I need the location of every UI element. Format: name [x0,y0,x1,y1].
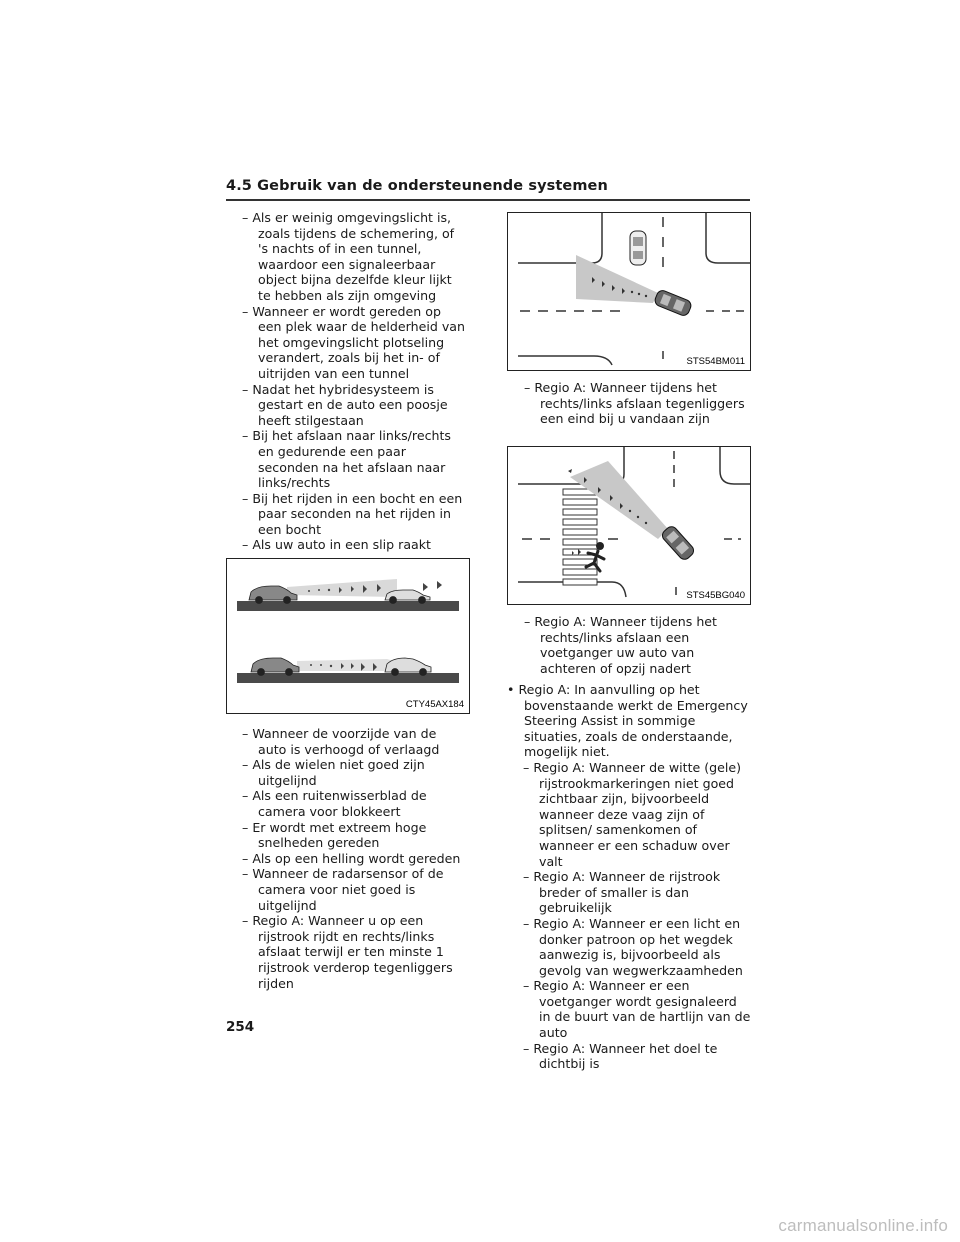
list-item: – Als een ruitenwisserblad de camera voor blokkeert [242,788,468,819]
lane-markings [522,451,741,595]
caption-fig2-block [524,380,750,427]
left-list-top [242,210,468,553]
bullet-item: • Regio A: In aanvulling op het bovenstaande werkt de Emergency Steering Assist in sommige situaties, zoals de onderstaande, mogelijk niet. [507,682,751,760]
figure-intersection-oncoming [507,212,751,371]
figure-intersection-pedestrian [507,446,751,605]
list-item: – Regio A: Wanneer de witte (gele) rijstrookmarkeringen niet goed zichtbaar zijn, bijvoorbeeld wanneer deze vaag zijn of splitsen/ samenkomen of wanneer er een schaduw over valt [523,760,751,869]
list-item: – Nadat het hybridesysteem is gestart en de auto een poosje heeft stilgestaan [242,382,468,429]
crosswalk [563,489,597,585]
pedestrian-icon [572,542,604,571]
list-item: – Regio A: Wanneer tijdens het rechts/links afslaan tegenliggers een eind bij u vandaan zijn [524,380,750,427]
intersection-pedestrian-illustration [508,447,750,604]
list-item: – Regio A: Wanneer er een voetganger wordt gesignaleerd in de buurt van de hartlijn van de auto [523,978,751,1040]
road-surface [237,601,459,611]
sub-list [507,760,751,1072]
right-list [507,682,751,1072]
radar-side-view-illustration [227,559,469,713]
car-icon [251,658,299,676]
page-number: 254 [226,1019,255,1035]
list-item: – Als de wielen niet goed zijn uitgelijnd [242,757,468,788]
list-item: – Regio A: Wanneer u op een rijstrook rijdt en rechts/links afslaat terwijl er ten minste 1 rijstrook verderop tegenliggers rijden [242,913,468,991]
watermark[interactable]: carmanualsonline.info [778,1216,948,1235]
list-item: – Er wordt met extreem hoge snelheden gereden [242,820,468,851]
car-icon [653,289,692,317]
list-item: – Regio A: Wanneer er een licht en donker patroon op het wegdek aanwezig is, bijvoorbeeld als gevolg van wegwerkzaamheden [523,916,751,978]
figure-code: STS45BG040 [686,590,745,601]
figure-code: STS54BM011 [686,356,745,367]
car-icon [630,231,646,265]
list-item: – Wanneer de radarsensor of de camera voor niet goed is uitgelijnd [242,866,468,913]
list-item: – Als er weinig omgevingslicht is, zoals tijdens de schemering, of 's nachts of in een tunnel, waardoor een signaleerbaar object bijna dezelfde kleur lijkt te hebben als zijn omgeving [242,210,468,304]
list-item: – Wanneer er wordt gereden op een plek waar de helderheid van het omgevingslicht plotseling verandert, zoals bij het in- of uitrijden van een tunnel [242,304,468,382]
caption-fig3-block [524,614,750,676]
list-item: – Wanneer de voorzijde van de auto is verhoogd of verlaagd [242,726,468,757]
figure-code: CTY45AX184 [405,699,464,710]
list-item: – Regio A: Wanneer de rijstrook breder of smaller is dan gebruikelijk [523,869,751,916]
list-item: – Regio A: Wanneer het doel te dichtbij is [523,1041,751,1072]
list-item: – Als uw auto in een slip raakt [242,537,468,553]
car-icon [385,658,431,676]
list-item: – Bij het rijden in een bocht en een paar seconden na het rijden in een bocht [242,491,468,538]
car-icon [660,524,696,561]
section-title: 4.5 Gebruik van de ondersteunende systemen [226,178,608,194]
figure-radar-side-view [226,558,470,714]
list-item: – Regio A: Wanneer tijdens het rechts/links afslaan een voetganger uw auto van achteren of opzij nadert [524,614,750,676]
list-item: – Bij het afslaan naar links/rechts en gedurende een paar seconden na het afslaan naar links/rechts [242,428,468,490]
intersection-oncoming-illustration [508,213,750,370]
list-item: – Als op een helling wordt gereden [242,851,468,867]
section-header [226,178,750,201]
header-divider [226,199,750,201]
left-list-bottom [242,726,468,991]
